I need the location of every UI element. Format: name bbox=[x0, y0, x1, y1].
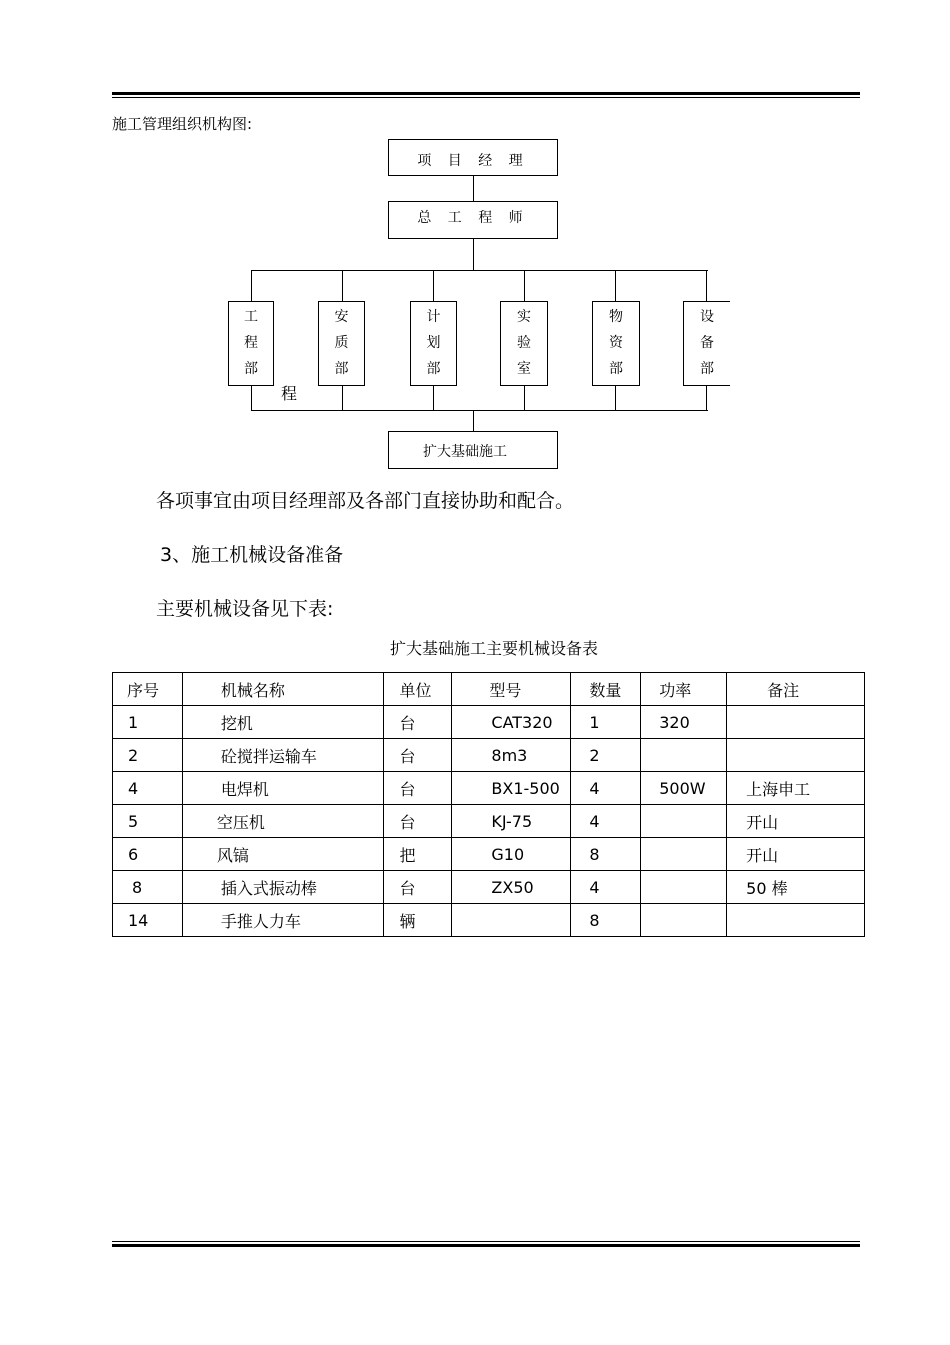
table-cell: G10 bbox=[452, 838, 571, 871]
header-cell: 功率 bbox=[641, 673, 727, 706]
table-cell: 1 bbox=[571, 706, 641, 739]
dept-laboratory-box bbox=[500, 301, 548, 386]
table-cell: 2 bbox=[571, 739, 641, 772]
foundation-construction-label: 扩大基础施工 bbox=[423, 444, 507, 460]
connector-top bbox=[473, 176, 474, 201]
rise-4 bbox=[524, 385, 525, 411]
footer-rule-thick bbox=[112, 1244, 860, 1247]
header-cell: 备注 bbox=[727, 673, 865, 706]
table-cell: 4 bbox=[571, 805, 641, 838]
table-cell bbox=[641, 805, 727, 838]
table-cell: 台 bbox=[383, 772, 452, 805]
table-cell: 500W bbox=[641, 772, 727, 805]
coordination-paragraph: 各项事宜由项目经理部及各部门直接协助和配合。 bbox=[156, 490, 575, 512]
table-cell: 电焊机 bbox=[182, 772, 383, 805]
drop-4 bbox=[524, 270, 525, 302]
table-cell: 2 bbox=[113, 739, 183, 772]
table-cell: 台 bbox=[383, 871, 452, 904]
header-rule-thin bbox=[112, 97, 860, 98]
table-cell bbox=[727, 706, 865, 739]
drop-5 bbox=[615, 270, 616, 302]
table-cell: 6 bbox=[113, 838, 183, 871]
table-row bbox=[113, 739, 865, 772]
header-cell: 单位 bbox=[383, 673, 452, 706]
dept-equipment-box bbox=[683, 301, 730, 386]
table-cell: 8 bbox=[113, 871, 183, 904]
header-cell: 序号 bbox=[113, 673, 183, 706]
rise-1 bbox=[251, 385, 252, 411]
table-cell: 4 bbox=[571, 871, 641, 904]
dept-materials-box bbox=[592, 301, 640, 386]
table-row bbox=[113, 871, 865, 904]
rise-6 bbox=[706, 385, 707, 411]
lower-bus-line bbox=[251, 410, 708, 411]
table-row bbox=[113, 838, 865, 871]
upper-bus-line bbox=[251, 270, 708, 271]
connector-mid bbox=[473, 239, 474, 271]
table-row bbox=[113, 706, 865, 739]
dept-safety-quality-label: 安 质 部 bbox=[334, 309, 349, 377]
table-cell: 开山 bbox=[727, 805, 865, 838]
header-rule-thick bbox=[112, 92, 860, 95]
table-cell: 把 bbox=[383, 838, 452, 871]
dept-equipment-label: 设 备 部 bbox=[700, 309, 714, 377]
table-cell: 5 bbox=[113, 805, 183, 838]
dept-safety-quality-box bbox=[318, 301, 365, 386]
equipment-table bbox=[112, 672, 865, 937]
table-cell: 14 bbox=[113, 904, 183, 937]
project-manager-box bbox=[388, 139, 558, 176]
table-cell bbox=[641, 904, 727, 937]
table-cell: 4 bbox=[571, 772, 641, 805]
table-cell: 1 bbox=[113, 706, 183, 739]
rise-3 bbox=[433, 385, 434, 411]
table-header-row bbox=[113, 673, 865, 706]
table-cell: 砼搅拌运输车 bbox=[182, 739, 383, 772]
table-cell bbox=[641, 838, 727, 871]
header-cell: 数量 bbox=[571, 673, 641, 706]
table-cell: 风镐 bbox=[182, 838, 383, 871]
stray-character: 程 bbox=[281, 381, 297, 404]
table-intro: 主要机械设备见下表: bbox=[156, 598, 334, 620]
table-cell bbox=[727, 739, 865, 772]
table-cell: 320 bbox=[641, 706, 727, 739]
table-cell: 8m3 bbox=[452, 739, 571, 772]
table-cell: 台 bbox=[383, 805, 452, 838]
table-cell: 辆 bbox=[383, 904, 452, 937]
table-cell: 4 bbox=[113, 772, 183, 805]
table-cell: 50 棒 bbox=[727, 871, 865, 904]
table-row bbox=[113, 904, 865, 937]
drop-6 bbox=[706, 270, 707, 302]
table-row bbox=[113, 805, 865, 838]
table-cell: 挖机 bbox=[182, 706, 383, 739]
table-cell: 插入式振动棒 bbox=[182, 871, 383, 904]
table-cell bbox=[641, 871, 727, 904]
table-cell: 开山 bbox=[727, 838, 865, 871]
dept-materials-label: 物 资 部 bbox=[609, 309, 623, 377]
header-cell: 型号 bbox=[452, 673, 571, 706]
rise-5 bbox=[615, 385, 616, 411]
org-chart-caption: 施工管理组织机构图: bbox=[112, 115, 253, 133]
table-title: 扩大基础施工主要机械设备表 bbox=[390, 639, 599, 658]
section-heading: 3、施工机械设备准备 bbox=[160, 544, 344, 566]
table-cell: 台 bbox=[383, 739, 452, 772]
table-cell: ZX50 bbox=[452, 871, 571, 904]
table-cell: KJ-75 bbox=[452, 805, 571, 838]
table-cell bbox=[452, 904, 571, 937]
drop-1 bbox=[251, 270, 252, 302]
table-cell: BX1-500 bbox=[452, 772, 571, 805]
table-cell: 8 bbox=[571, 838, 641, 871]
rise-2 bbox=[342, 385, 343, 411]
dept-planning-label: 计 划 部 bbox=[426, 309, 441, 377]
dept-engineering-label: 工 程 部 bbox=[244, 309, 258, 377]
dept-planning-box bbox=[410, 301, 457, 386]
table-cell: 上海申工 bbox=[727, 772, 865, 805]
chief-engineer-label: 总 工 程 师 bbox=[417, 210, 529, 226]
table-cell bbox=[641, 739, 727, 772]
table-cell: CAT320 bbox=[452, 706, 571, 739]
chief-engineer-box bbox=[388, 201, 558, 239]
table-row bbox=[113, 772, 865, 805]
table-cell: 空压机 bbox=[182, 805, 383, 838]
table-cell: 手推人力车 bbox=[182, 904, 383, 937]
drop-2 bbox=[342, 270, 343, 302]
table-cell bbox=[727, 904, 865, 937]
table-cell: 8 bbox=[571, 904, 641, 937]
dept-engineering-box bbox=[228, 301, 274, 386]
foundation-construction-box bbox=[388, 431, 558, 469]
connector-bottom bbox=[473, 410, 474, 432]
table-cell: 台 bbox=[383, 706, 452, 739]
drop-3 bbox=[433, 270, 434, 302]
footer-rule-thin bbox=[112, 1241, 860, 1242]
header-cell: 机械名称 bbox=[182, 673, 383, 706]
project-manager-label: 项 目 经 理 bbox=[417, 153, 529, 169]
dept-laboratory-label: 实 验 室 bbox=[517, 309, 531, 377]
